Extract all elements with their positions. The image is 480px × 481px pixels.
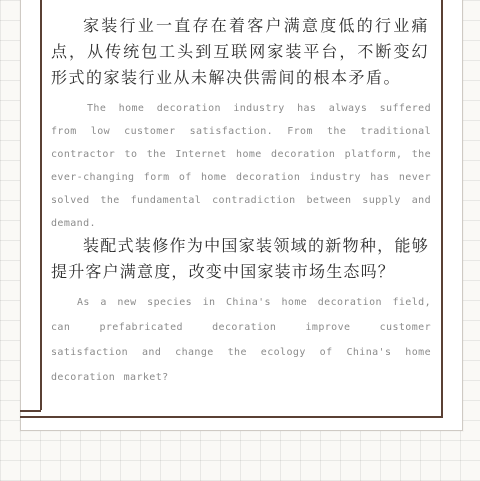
frame-left-border <box>40 0 42 410</box>
paragraph-1-chinese: 家装行业一直存在着客户满意度低的行业痛点，从传统包工头到互联网家装平台，不断变幻形式的家装行业从未解决供需间的根本矛盾。 <box>51 16 429 87</box>
paragraph-2-english: As a new species in China's home decoration field, can prefabricated decoration improve customer satisfaction and change the ecology of China's home decoration market? <box>51 297 431 383</box>
paragraph-1-english: The home decoration industry has always suffered from low customer satisfaction. From the traditional contractor to the Internet home decoration platform, the ever-changing form of home decoration industry has never solved the fundamental contradiction between supply and demand. <box>51 103 431 229</box>
frame-inner-bottom-border <box>20 410 41 412</box>
paragraph-2-chinese: 装配式装修作为中国家装领域的新物种，能够提升客户满意度，改变中国家装市场生态吗？ <box>51 236 429 281</box>
frame-right-border <box>441 0 443 417</box>
frame-bottom-border <box>20 416 443 418</box>
